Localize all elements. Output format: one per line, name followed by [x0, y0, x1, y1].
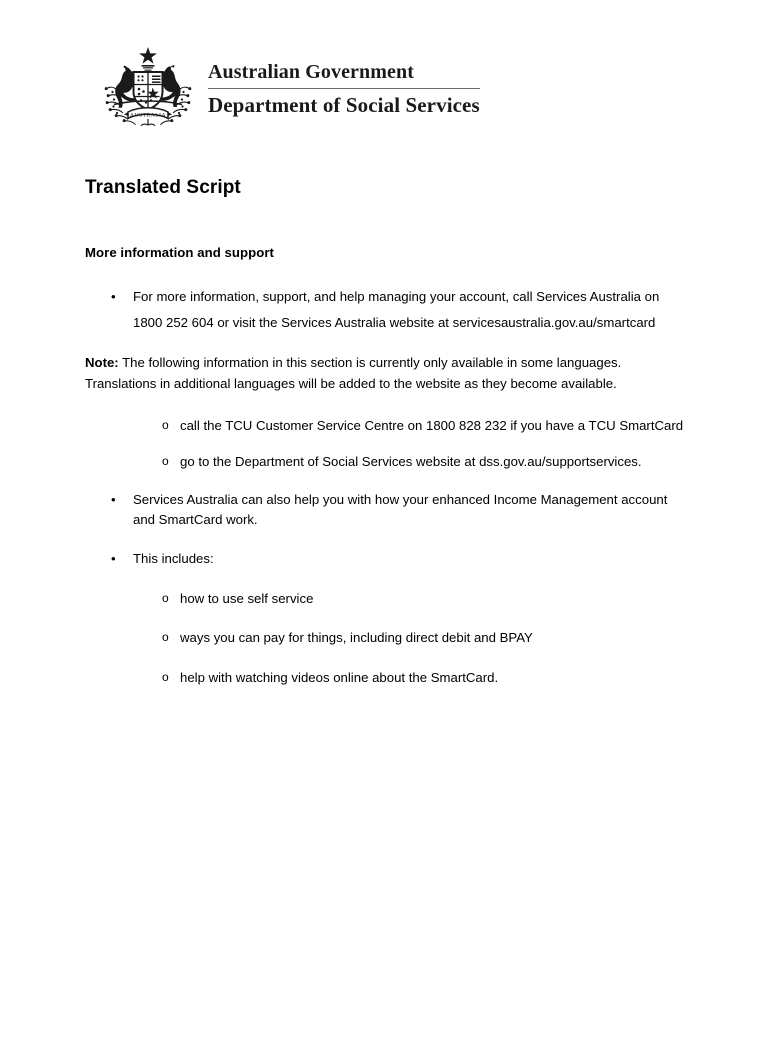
spacer	[85, 529, 690, 549]
document-body	[85, 176, 690, 687]
bullet-disc-icon: •	[111, 492, 116, 507]
list-item-text: go to the Department of Social Services website at dss.gov.au/supportservices.	[180, 453, 642, 469]
subbullet-list-group-2a	[85, 589, 690, 609]
note-paragraph	[85, 353, 690, 394]
list-item	[85, 628, 690, 648]
subbullet-list-group-1b	[85, 452, 690, 472]
spacer	[85, 394, 690, 416]
section-heading-more-information-and-support: More information and support	[85, 245, 274, 260]
bullet-circle-icon: o	[162, 630, 169, 644]
australian-coat-of-arms-icon	[100, 42, 196, 132]
list-item	[85, 416, 690, 436]
bullet-circle-icon: o	[162, 418, 169, 432]
list-item-text: help with watching videos online about the SmartCard.	[180, 669, 499, 685]
bullet-circle-icon: o	[162, 453, 169, 468]
bullet-circle-icon: o	[162, 669, 169, 684]
subbullet-list-group-2b	[85, 628, 690, 648]
list-item-text: For more information, support, and help managing your account, call Services Australia on 1800 252 604 or visit the Services Australia website at servicesaustralia.gov.au/smartcard	[133, 289, 660, 330]
svg-text:AUSTRALIA: AUSTRALIA	[129, 112, 167, 119]
logo-department-of-social-services: Department of Social Services	[208, 93, 480, 117]
spacer	[85, 471, 690, 490]
list-item-text: This includes:	[133, 551, 214, 566]
spacer	[85, 436, 690, 452]
spacer	[85, 262, 690, 284]
note-label: Note:	[85, 355, 119, 370]
bullet-disc-icon: •	[111, 289, 116, 304]
note-text: The following information in this section is currently only available in some languages. Translations in additional languages will be added to the website as they become available.	[85, 355, 622, 391]
bullet-list-secondary	[85, 490, 690, 529]
government-logo-lockup	[100, 42, 480, 132]
list-item	[85, 452, 690, 472]
spacer	[85, 335, 690, 353]
logo-wordmark	[208, 56, 480, 118]
spacer	[85, 608, 690, 628]
bullet-list-primary	[85, 284, 690, 335]
list-item-text: Services Australia can also help you with how your enhanced Income Management account and SmartCard work.	[133, 492, 668, 527]
list-item	[85, 490, 690, 529]
logo-australian-government: Australian Government	[208, 61, 414, 83]
bullet-list-this-includes	[85, 549, 690, 569]
page-title: Translated Script	[85, 177, 241, 198]
list-item	[85, 668, 690, 688]
list-item-text: ways you can pay for things, including direct debit and BPAY	[180, 630, 533, 645]
spacer	[85, 569, 690, 589]
bullet-circle-icon: o	[162, 590, 169, 605]
list-item	[85, 549, 690, 569]
subbullet-list-group-1	[85, 416, 690, 436]
subbullet-list-group-2c	[85, 668, 690, 688]
list-item	[85, 589, 690, 609]
list-item-text: call the TCU Customer Service Centre on 1800 828 232 if you have a TCU SmartCard	[180, 418, 684, 433]
list-item	[85, 284, 690, 335]
list-item-text: how to use self service	[180, 590, 314, 606]
bullet-disc-icon: •	[111, 551, 116, 566]
spacer	[85, 648, 690, 668]
logo-divider-rule	[208, 88, 480, 89]
